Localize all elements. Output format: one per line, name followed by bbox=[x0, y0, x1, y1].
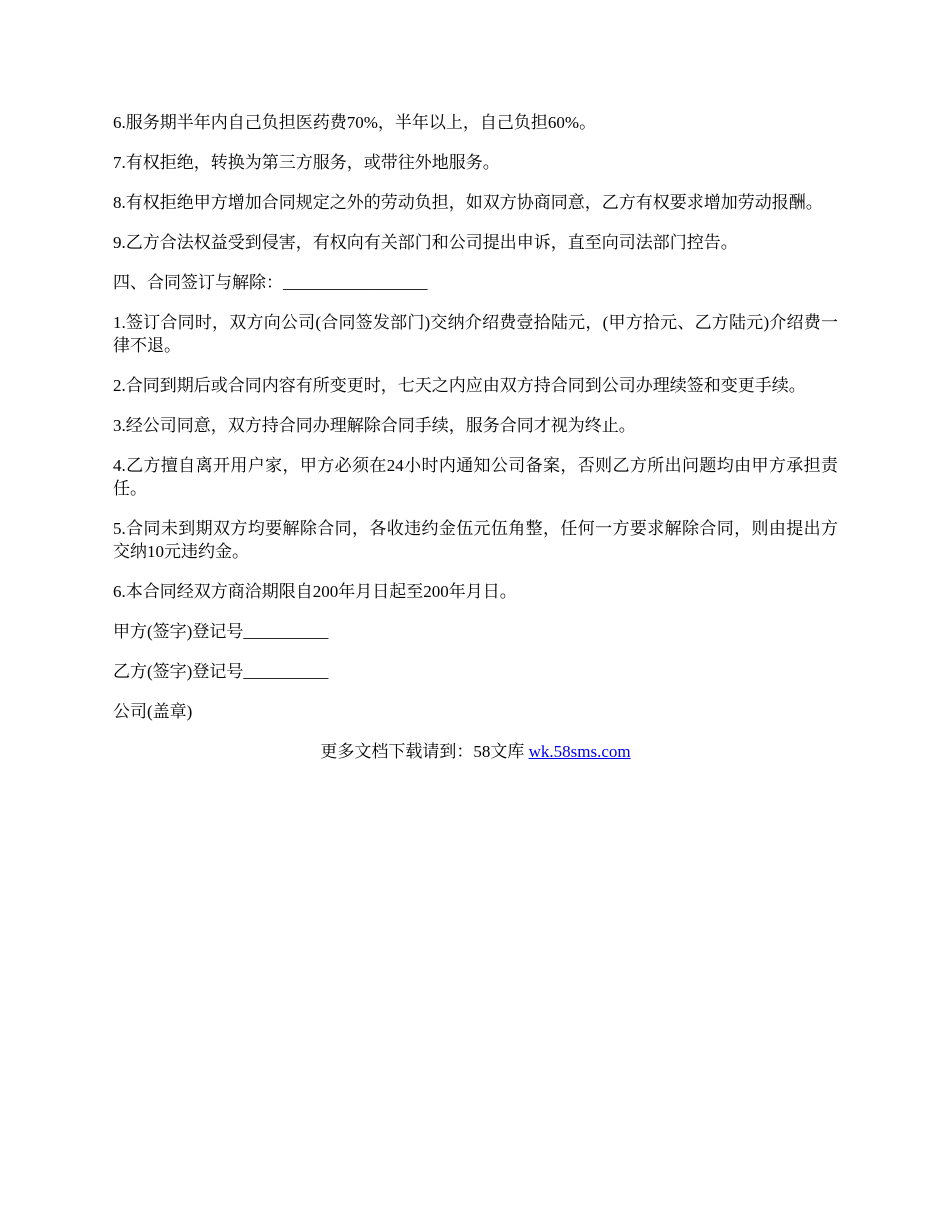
document-body bbox=[113, 111, 838, 763]
party-b-signature-line: 乙方(签字)登记号__________ bbox=[113, 662, 329, 681]
clause-5-breach-penalty: 5.合同未到期双方均要解除合同，各收违约金伍元伍角整，任何一方要求解除合同，则由提出方交纳10元违约金。 bbox=[113, 519, 838, 561]
party-a-signature-line: 甲方(签字)登记号__________ bbox=[113, 622, 329, 641]
footer-text: 更多文档下载请到：58文库 bbox=[320, 742, 529, 761]
clause-1-signing-fee: 1.签订合同时，双方向公司(合同签发部门)交纳介绍费壹拾陆元，(甲方拾元、乙方陆元)介绍费一律不退。 bbox=[113, 313, 838, 355]
clause-8-extra-labor: 8.有权拒绝甲方增加合同规定之外的劳动负担，如双方协商同意，乙方有权要求增加劳动报酬。 bbox=[113, 193, 823, 212]
section-4-heading: 四、合同签订与解除：_________________ bbox=[113, 273, 428, 292]
company-seal-line: 公司(盖章) bbox=[113, 702, 193, 721]
clause-2-renewal: 2.合同到期后或合同内容有所变更时，七天之内应由双方持合同到公司办理续签和变更手续。 bbox=[113, 376, 806, 395]
clause-9-rights-infringed: 9.乙方合法权益受到侵害，有权向有关部门和公司提出申诉，直至向司法部门控告。 bbox=[113, 233, 738, 252]
download-footer bbox=[113, 740, 838, 763]
clause-6-medical-expenses: 6.服务期半年内自己负担医药费70%，半年以上，自己负担60%。 bbox=[113, 113, 597, 132]
clause-3-termination: 3.经公司同意，双方持合同办理解除合同手续，服务合同才视为终止。 bbox=[113, 416, 636, 435]
clause-4-leaving-employer: 4.乙方擅自离开用户家，甲方必须在24小时内通知公司备案，否则乙方所出问题均由甲方承担责任。 bbox=[113, 456, 838, 498]
clause-7-right-to-refuse: 7.有权拒绝，转换为第三方服务，或带往外地服务。 bbox=[113, 153, 500, 172]
footer-link[interactable]: wk.58sms.com bbox=[528, 742, 631, 761]
clause-6-contract-term: 6.本合同经双方商洽期限自200年月日起至200年月日。 bbox=[113, 582, 517, 601]
